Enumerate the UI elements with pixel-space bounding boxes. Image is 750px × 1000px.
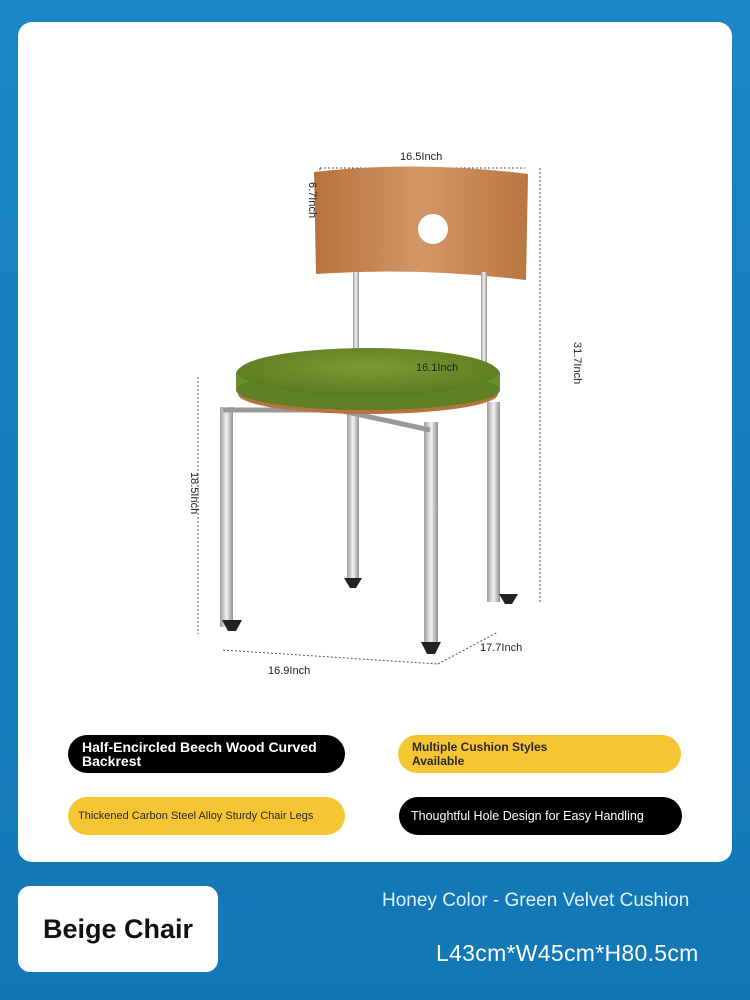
dim-back-height: 6.7Inch xyxy=(306,182,318,219)
feature-legs xyxy=(68,797,345,835)
dim-top-width: 16.5Inch xyxy=(400,151,443,163)
variant-name: Beige Chair xyxy=(42,913,194,944)
feature-label: Thickened Carbon Steel Alloy Sturdy Chair Legs xyxy=(78,810,314,822)
handle-hole xyxy=(418,214,448,244)
variant-color-description: Honey Color - Green Velvet Cushion xyxy=(382,890,690,911)
dim-base-depth: 17.7Inch xyxy=(480,642,523,654)
feature-cushion-styles xyxy=(398,735,681,773)
variant-size: L43cm*W45cm*H80.5cm xyxy=(436,940,699,966)
feature-backrest xyxy=(68,735,345,773)
dim-seat-diameter: 16.1Inch xyxy=(416,362,459,374)
dim-seat-height: 18.5Inch xyxy=(188,472,200,515)
feature-hole xyxy=(399,797,682,835)
dim-base-width: 16.9Inch xyxy=(268,665,311,677)
feature-label: Thoughtful Hole Design for Easy Handling xyxy=(411,809,644,823)
variant-name-badge xyxy=(18,886,218,972)
feature-label: Half-Encircled Beech Wood Curved Backrest xyxy=(82,739,317,769)
feature-label: Multiple Cushion Styles Available xyxy=(412,740,548,768)
dim-total-height: 31.7Inch xyxy=(571,342,583,385)
product-image-card xyxy=(18,22,732,862)
